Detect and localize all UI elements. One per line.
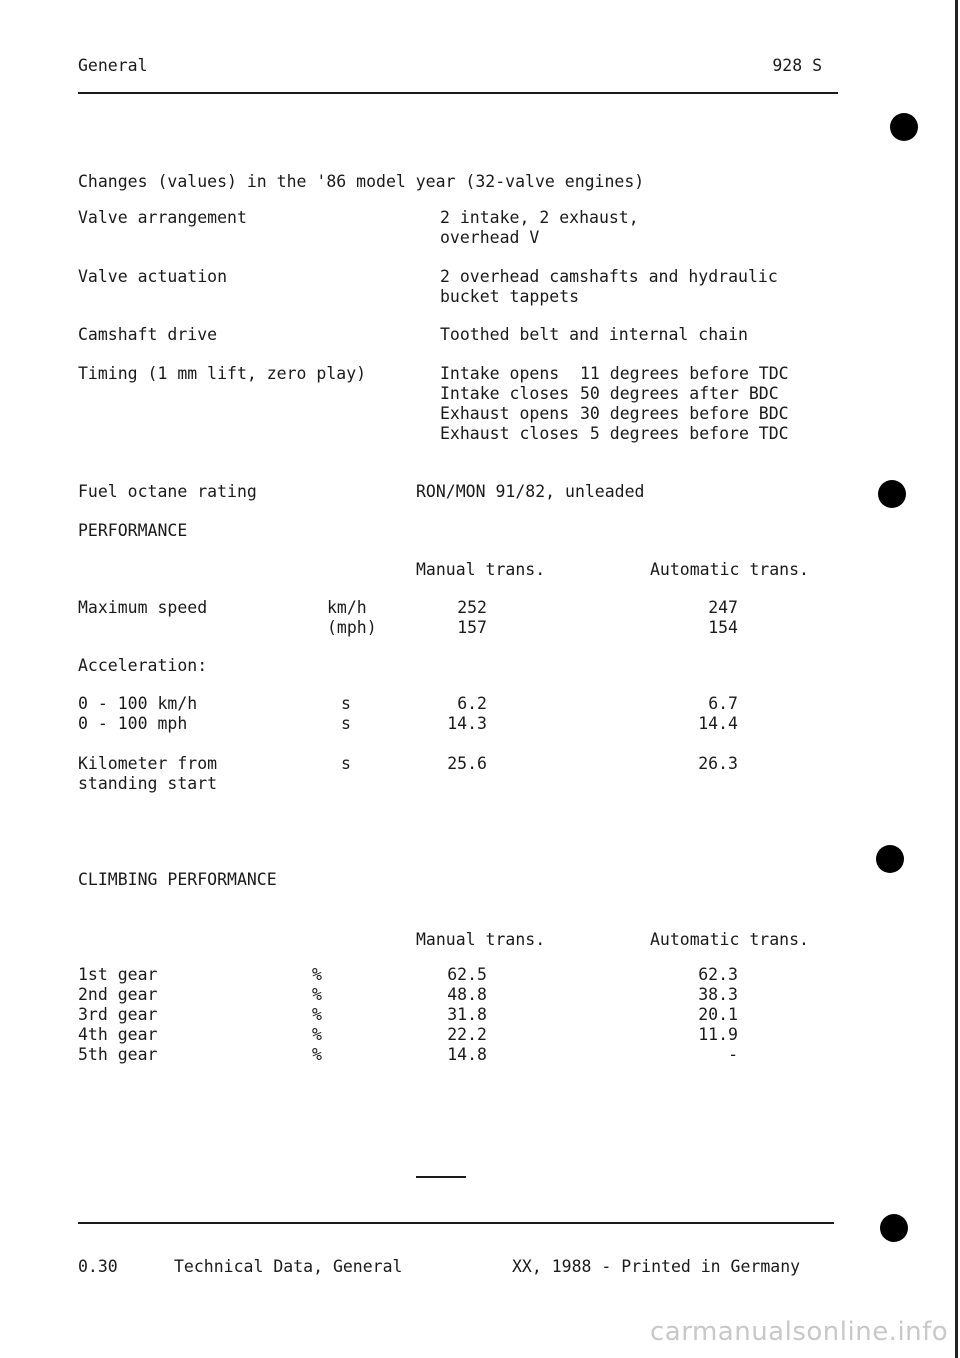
kilometer-auto: 26.3 xyxy=(698,754,738,773)
spec-value: 2 intake, 2 exhaust, xyxy=(440,208,639,227)
max-speed-unit: km/h xyxy=(327,598,367,617)
spec-label: Camshaft drive xyxy=(78,325,218,344)
footer-print-info: XX, 1988 - Printed in Germany xyxy=(512,1257,801,1276)
climbing-gear: 2nd gear xyxy=(78,985,158,1004)
max-speed-manual: 157 xyxy=(457,618,487,637)
climbing-unit: % xyxy=(312,965,322,984)
footer-page-number: 0.30 xyxy=(78,1257,118,1276)
header-model: 928 S xyxy=(772,56,822,75)
climbing-auto: 11.9 xyxy=(698,1025,738,1044)
max-speed-label: Maximum speed xyxy=(78,598,208,617)
spec-value: 2 overhead camshafts and hydraulic xyxy=(440,267,778,286)
spec-value: Toothed belt and internal chain xyxy=(440,325,748,344)
max-speed-auto: 154 xyxy=(708,618,738,637)
climbing-unit: % xyxy=(312,985,322,1004)
acceleration-manual: 6.2 xyxy=(457,694,487,713)
timing-event: Intake opens xyxy=(440,364,560,383)
spec-label: Valve arrangement xyxy=(78,208,247,227)
climbing-gear: 4th gear xyxy=(78,1025,158,1044)
climbing-unit: % xyxy=(312,1025,322,1044)
punch-hole xyxy=(876,845,904,873)
footer-section-title: Technical Data, General xyxy=(174,1257,403,1276)
page-edge xyxy=(955,0,958,1358)
spec-label: Valve actuation xyxy=(78,267,228,286)
spec-value: overhead V xyxy=(440,228,540,247)
kilometer-manual: 25.6 xyxy=(447,754,487,773)
header-rule xyxy=(78,92,838,94)
climbing-gear: 5th gear xyxy=(78,1045,158,1064)
climbing-auto: 38.3 xyxy=(698,985,738,1004)
timing-value: 5 degrees before TDC xyxy=(580,424,789,443)
section-end-rule xyxy=(416,1176,466,1178)
climbing-manual: 48.8 xyxy=(447,985,487,1004)
climbing-manual: 14.8 xyxy=(447,1045,487,1064)
acceleration-unit: s xyxy=(341,714,351,733)
climbing-auto: - xyxy=(728,1045,738,1064)
climbing-gear: 3rd gear xyxy=(78,1005,158,1024)
performance-heading: PERFORMANCE xyxy=(78,521,188,540)
acceleration-auto: 6.7 xyxy=(708,694,738,713)
acceleration-row-label: 0 - 100 mph xyxy=(78,714,188,733)
climbing-auto: 20.1 xyxy=(698,1005,738,1024)
max-speed-manual: 252 xyxy=(457,598,487,617)
timing-event: Exhaust closes xyxy=(440,424,580,443)
punch-hole xyxy=(878,480,906,508)
max-speed-unit: (mph) xyxy=(327,618,377,637)
acceleration-manual: 14.3 xyxy=(447,714,487,733)
climbing-manual: 62.5 xyxy=(447,965,487,984)
kilometer-label: Kilometer from xyxy=(78,754,218,773)
acceleration-label: Acceleration: xyxy=(78,656,208,675)
kilometer-label: standing start xyxy=(78,774,218,793)
timing-value: 11 degrees before TDC xyxy=(580,364,789,383)
spec-value: bucket tappets xyxy=(440,287,580,306)
climbing-heading: CLIMBING PERFORMANCE xyxy=(78,870,277,889)
footer-rule xyxy=(78,1222,834,1224)
fuel-value: RON/MON 91/82, unleaded xyxy=(416,482,645,501)
performance-col-manual: Manual trans. xyxy=(416,560,546,579)
performance-col-auto: Automatic trans. xyxy=(650,560,809,579)
climbing-col-auto: Automatic trans. xyxy=(650,930,809,949)
punch-hole xyxy=(880,1214,908,1242)
punch-hole xyxy=(890,113,918,141)
climbing-manual: 31.8 xyxy=(447,1005,487,1024)
timing-event: Intake closes xyxy=(440,384,570,403)
acceleration-unit: s xyxy=(341,694,351,713)
kilometer-unit: s xyxy=(341,754,351,773)
climbing-unit: % xyxy=(312,1005,322,1024)
watermark: carmanualsonline.info xyxy=(650,1317,949,1347)
acceleration-auto: 14.4 xyxy=(698,714,738,733)
timing-value: 50 degrees after BDC xyxy=(580,384,779,403)
timing-event: Exhaust opens xyxy=(440,404,570,423)
header-section-title: General xyxy=(78,56,148,75)
climbing-manual: 22.2 xyxy=(447,1025,487,1044)
climbing-auto: 62.3 xyxy=(698,965,738,984)
timing-label: Timing (1 mm lift, zero play) xyxy=(78,364,367,383)
max-speed-auto: 247 xyxy=(708,598,738,617)
climbing-unit: % xyxy=(312,1045,322,1064)
intro-text: Changes (values) in the '86 model year (32-valve engines) xyxy=(78,172,645,191)
timing-value: 30 degrees before BDC xyxy=(580,404,789,423)
fuel-label: Fuel octane rating xyxy=(78,482,257,501)
climbing-gear: 1st gear xyxy=(78,965,158,984)
climbing-col-manual: Manual trans. xyxy=(416,930,546,949)
acceleration-row-label: 0 - 100 km/h xyxy=(78,694,198,713)
